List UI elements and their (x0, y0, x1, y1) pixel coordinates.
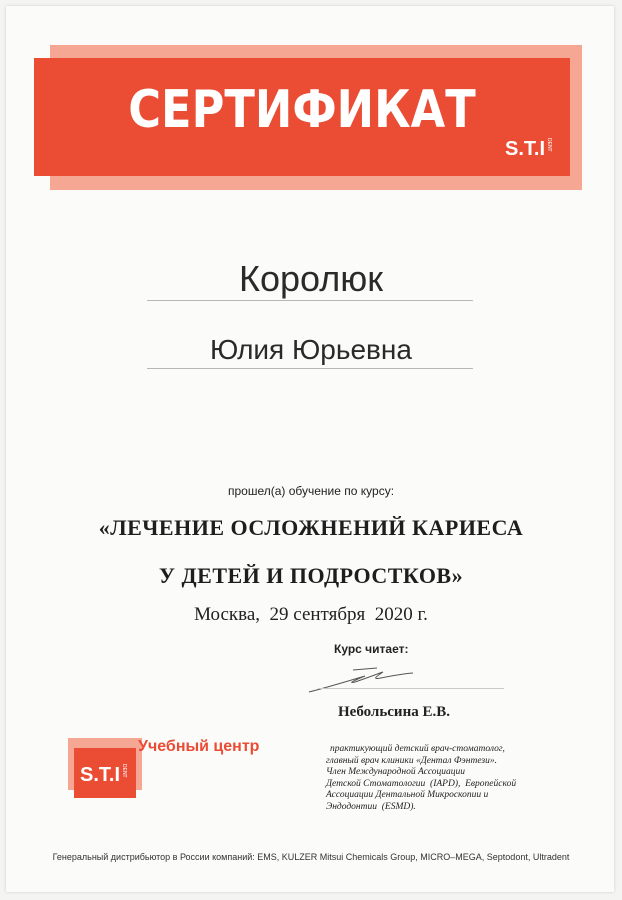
certificate-title: СЕРТИФИКАТ (128, 80, 476, 140)
recipient-given-names: Юлия Юрьевна (210, 334, 412, 365)
sti-logo-sub: DENT (546, 138, 552, 152)
training-center-logo-text: S.T.I (80, 764, 121, 786)
lecturer-name: Небольсина Е.В. (338, 704, 450, 720)
training-center-label: Учебный центр (138, 738, 260, 755)
bio-line: главный врач клиники «Дентал Фэнтези». (326, 755, 497, 766)
given-names-underline (147, 368, 473, 369)
signature-line (318, 688, 504, 689)
certificate-banner (34, 58, 570, 176)
bio-line: Эндодонтии (ESMD). (326, 801, 416, 812)
sti-logo-text: S.T.I (504, 138, 545, 160)
bio-line: Ассоциации Дентальной Микроскопии и (326, 790, 489, 800)
course-title-line-2: У ДЕТЕЙ И ПОДРОСТКОВ» (158, 563, 464, 588)
lecturer-label: Курс читает: (334, 642, 409, 656)
bio-line: Детской Стоматологии (IAPD), Европейской (326, 778, 517, 789)
recipient-surname: Королюк (239, 258, 383, 299)
distributor-footer: Генеральный дистрибьютор в России компаний: EMS, KULZER Mitsui Chemicals Group, MICRO–MEGA, Septodont, Ultradent (52, 852, 570, 862)
surname-underline (147, 300, 473, 301)
training-center-logo-sub: DENT (121, 764, 128, 778)
signature-icon (305, 662, 435, 698)
bio-line: Член Международной Ассоциации (326, 767, 466, 777)
sti-logo (505, 138, 552, 161)
place-date: Москва, 29 сентября 2020 г. (194, 604, 428, 625)
lecturer-bio (326, 744, 536, 813)
training-center-logo (80, 764, 127, 787)
course-intro: прошел(а) обучение по курсу: (227, 484, 395, 498)
course-title-line-1: «ЛЕЧЕНИЕ ОСЛОЖНЕНИЙ КАРИЕСА (98, 515, 524, 540)
bio-line: практикующий детский врач-стоматолог, (330, 744, 505, 754)
